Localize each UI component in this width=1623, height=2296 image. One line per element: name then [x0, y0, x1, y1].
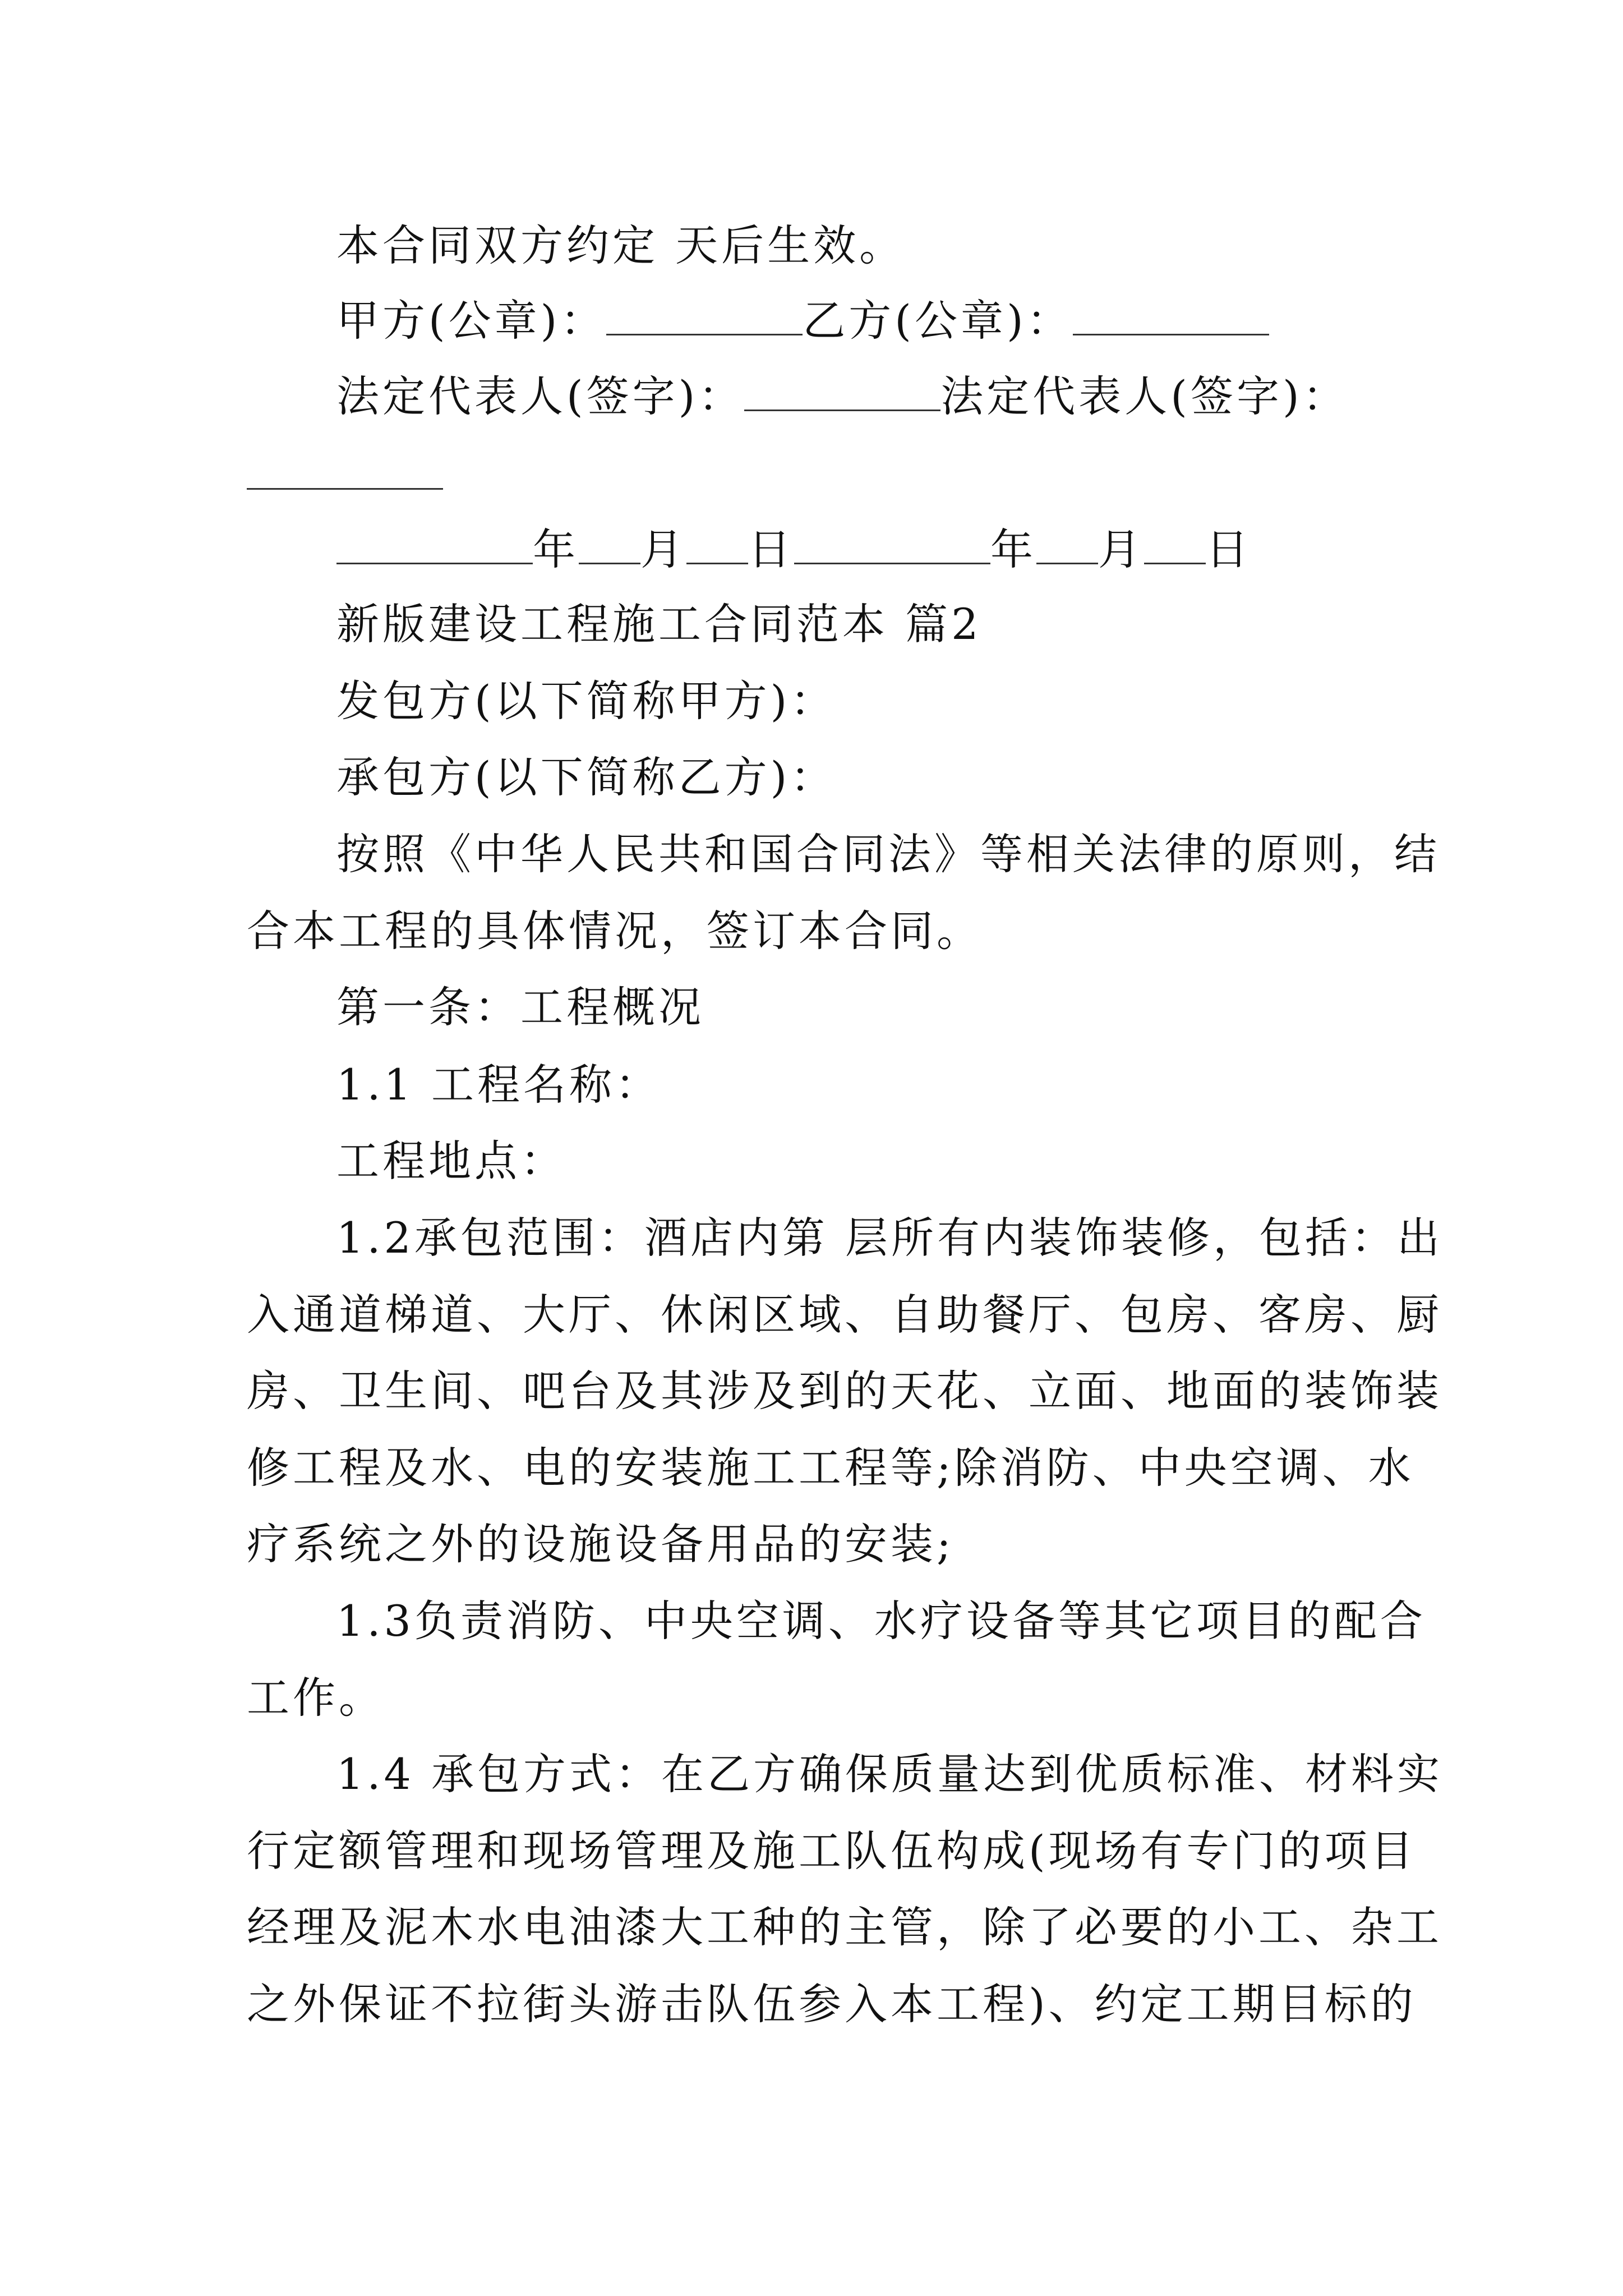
legal-rep-a-blank[interactable] — [744, 370, 940, 411]
date-b-day-blank[interactable] — [1144, 523, 1206, 564]
party-a-line: 发包方(以下简称甲方)： — [336, 676, 837, 726]
effective-clause: 本合同双方约定 天后生效。 — [336, 220, 906, 270]
date-b-day: 日 — [1206, 524, 1252, 574]
party-b-seal-label: 乙方(公章)： — [803, 296, 1073, 346]
party-a-seal-label: 甲方(公章)： — [336, 296, 607, 346]
paragraph-line: 经理及泥木水电油漆大工种的主管，除了必要的小工、杂工 — [247, 1902, 1442, 1952]
paragraph-line: 房、卫生间、吧台及其涉及到的天花、立面、地面的装饰装 — [247, 1366, 1442, 1416]
paragraph-line: 1.2承包范围：酒店内第 层所有内装饰装修，包括：出 — [336, 1213, 1444, 1263]
paragraph-line: 1.3负责消防、中央空调、水疗设备等其它项目的配合 — [336, 1596, 1426, 1646]
date-line — [336, 522, 1481, 578]
date-a-year-blank[interactable] — [336, 523, 533, 564]
section-title: 新版建设工程施工合同范本 篇2 — [336, 599, 982, 649]
legal-rep-b-blank[interactable] — [247, 488, 443, 490]
paragraph-line: 入通道梯道、大厅、休闲区域、自助餐厅、包房、客房、厨 — [247, 1290, 1442, 1340]
date-a-day: 日 — [748, 524, 794, 574]
paragraph-line: 行定额管理和现场管理及施工队伍构成(现场有专门的项目 — [247, 1826, 1417, 1876]
party-b-seal-blank[interactable] — [1073, 295, 1269, 335]
date-a-day-blank[interactable] — [686, 523, 748, 564]
date-a-month: 月 — [640, 524, 686, 574]
date-a-month-blank[interactable] — [579, 523, 640, 564]
date-b-month: 月 — [1098, 524, 1144, 574]
paragraph-line: 1.1 工程名称： — [336, 1060, 662, 1110]
paragraph-line: 1.4 承包方式：在乙方确保质量达到优质标准、材料实 — [336, 1749, 1444, 1799]
legal-rep-line — [336, 369, 1481, 425]
paragraph-line: 之外保证不拉街头游击队伍参入本工程)、约定工期目标的 — [247, 1979, 1417, 2029]
date-b-year-blank[interactable] — [794, 523, 990, 564]
legal-rep-b-label: 法定代表人(签字)： — [940, 371, 1349, 421]
party-b-line: 承包方(以下简称乙方)： — [336, 752, 837, 802]
date-a-year: 年 — [533, 524, 579, 574]
paragraph-line: 按照《中华人民共和国合同法》等相关法律的原则，结 — [336, 829, 1440, 879]
legal-rep-a-label: 法定代表人(签字)： — [336, 371, 745, 421]
paragraph-line: 修工程及水、电的安装施工工程等;除消防、中央空调、水 — [247, 1443, 1414, 1493]
paragraph-line: 合本工程的具体情况，签订本合同。 — [247, 906, 983, 956]
paragraph-line: 疗系统之外的设施设备用品的安装; — [247, 1519, 955, 1569]
paragraph-line: 工程地点： — [336, 1136, 566, 1186]
party-a-seal-blank[interactable] — [606, 295, 803, 335]
seal-line — [336, 293, 1481, 349]
date-b-year: 年 — [990, 524, 1036, 574]
paragraph-line: 工作。 — [247, 1673, 385, 1723]
article-heading: 第一条：工程概况 — [336, 982, 704, 1032]
date-b-month-blank[interactable] — [1036, 523, 1098, 564]
